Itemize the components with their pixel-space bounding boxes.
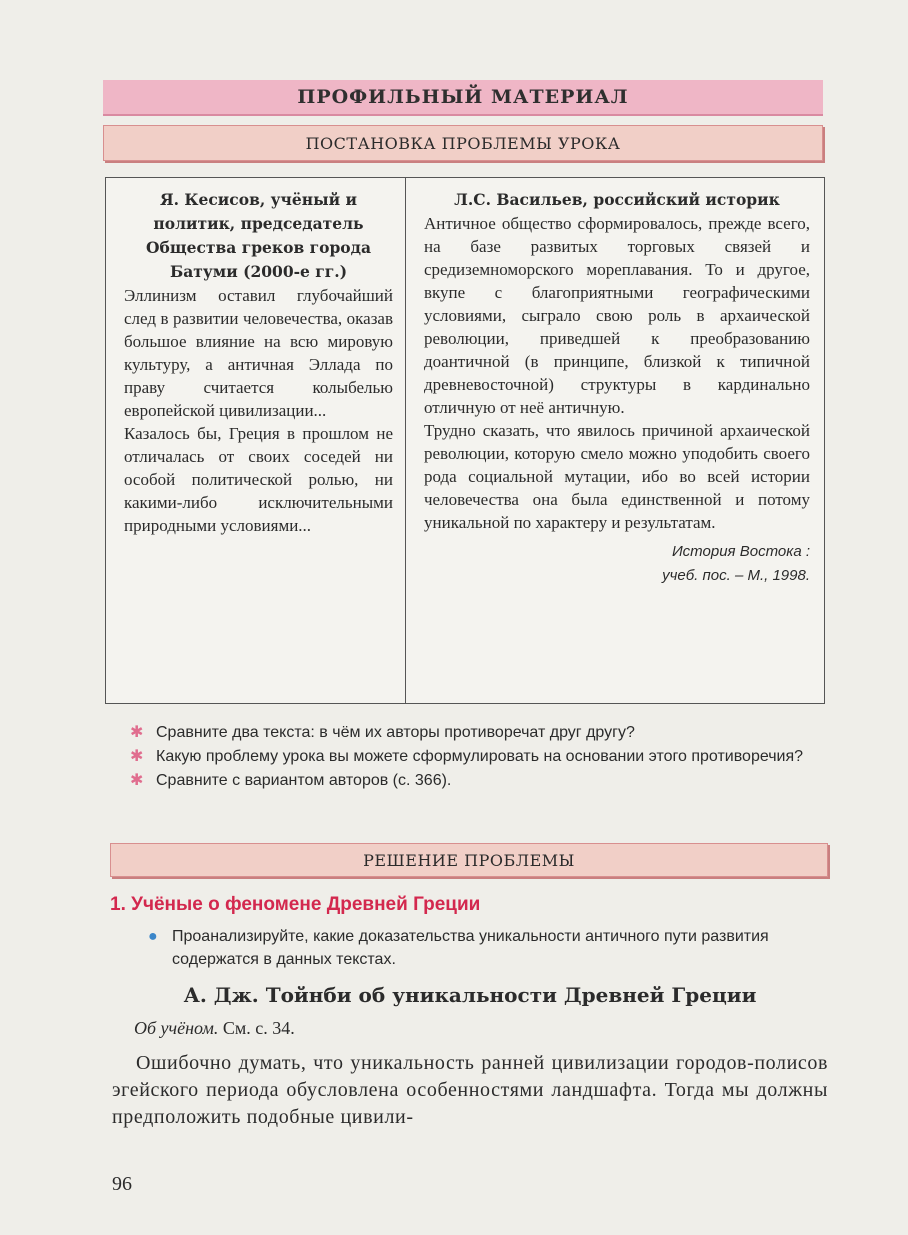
sources-table <box>105 177 825 704</box>
question-item <box>130 746 830 768</box>
page-number: 96 <box>112 1173 132 1195</box>
task-text: Проанализируйте, какие доказательства уникальности античного пути развития содержатся в данных текстах. <box>172 928 769 968</box>
about-scientist <box>134 1018 295 1039</box>
source-right <box>406 178 824 703</box>
source-left-paragraph: Казалось бы, Греция в прошлом не отличалась от своих соседей ни особой политической ролью, ни какими-либо исключительными природными условиями... <box>124 424 393 535</box>
source-citation <box>424 540 810 588</box>
task-bullet-icon: ● <box>148 928 158 945</box>
source-left-author: Я. Кесисов, учёный и политик, председатель Общества греков города Батуми (2000-е гг.) <box>145 190 371 281</box>
question-item <box>130 770 830 792</box>
task-item <box>148 925 832 971</box>
about-label: Об учёном. <box>134 1018 219 1038</box>
source-right-paragraph: Трудно сказать, что явилось причиной архаической революции, которую смело можно уподобить своего рода социальной мутации, ибо во всей истории человечества она была единственной и потому уникальной по характеру и результатам. <box>424 421 810 532</box>
bullet-icon: ✱ <box>130 772 144 789</box>
section-title: 1. Учёные о феномене Древней Греции <box>110 894 481 915</box>
about-reference: См. с. 34. <box>218 1018 295 1038</box>
profile-material-banner: ПРОФИЛЬНЫЙ МАТЕРИАЛ <box>103 80 823 116</box>
bullet-icon: ✱ <box>130 748 144 765</box>
question-text: Какую проблему урока вы можете сформулировать на основании этого противоречия? <box>156 748 804 765</box>
source-left-paragraph: Эллинизм оставил глубочайший след в развитии человечества, оказав большое влияние на всю мировую культуру, а античная Эллада по праву считается колыбелью европейской цивилизации... <box>124 286 393 420</box>
source-right-author: Л.С. Васильев, российский историк <box>454 190 780 209</box>
bullet-icon: ✱ <box>130 724 144 741</box>
question-list <box>130 722 830 794</box>
question-text: Сравните два текста: в чём их авторы противоречат друг другу? <box>156 724 635 741</box>
subsection-title: А. Дж. Тойнби об уникальности Древней Греции <box>183 983 757 1007</box>
question-item <box>130 722 830 744</box>
problem-setup-banner: ПОСТАНОВКА ПРОБЛЕМЫ УРОКА <box>103 125 823 161</box>
solution-banner: РЕШЕНИЕ ПРОБЛЕМЫ <box>110 843 828 877</box>
citation-line: История Востока : <box>671 543 810 560</box>
citation-line: учеб. пос. – М., 1998. <box>662 567 810 584</box>
source-left <box>106 178 406 703</box>
source-right-paragraph: Античное общество сформировалось, прежде всего, на базе развитых торговых связей и средиземноморского мореплавания. То и другое, вкупе с благоприятными географическими условиями, сыграло свою роль в архаической революции, приведшей к преобразованию доантичной (в принципе, близкой к типичной древневосточной) структуры в кардинально отличную от неё античную. <box>424 214 810 417</box>
question-text: Сравните с вариантом авторов (с. 366). <box>156 772 452 789</box>
body-paragraph: Ошибочно думать, что уникальность ранней цивилизации городов-полисов эгейского периода обусловлена особенностями ландшафта. Тогда мы должны предположить подобные цивили- <box>112 1052 828 1128</box>
